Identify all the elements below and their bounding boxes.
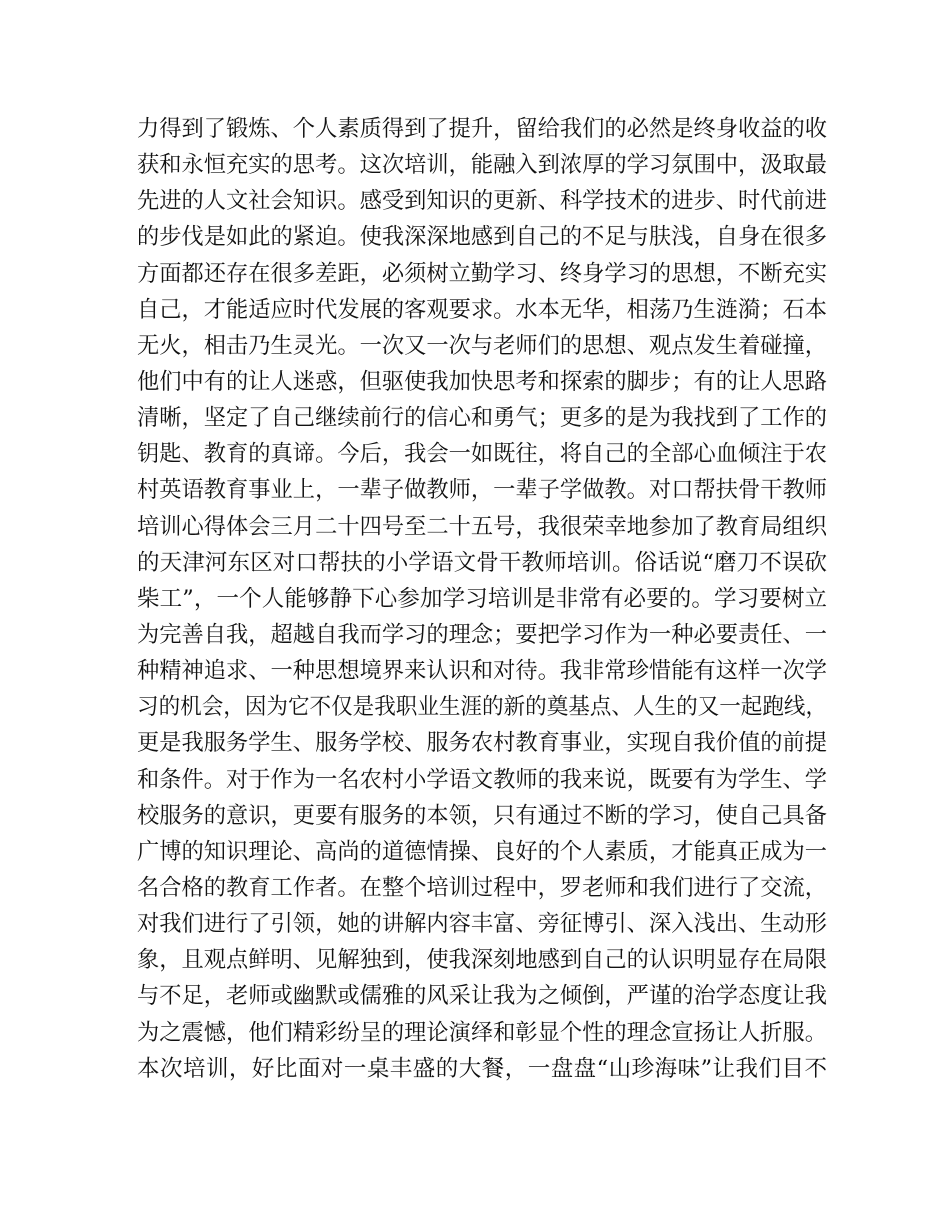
text-line: 获和永恒充实的思考。这次培训，能融入到浓厚的学习氛围中，汲取最 <box>137 152 827 179</box>
text-line: 本次培训，好比面对一桌丰盛的大餐，一盘盘“山珍海味”让我们目不 <box>137 1055 827 1082</box>
text-line: 广博的知识理论、高尚的道德情操、良好的个人素质，才能真正成为一 <box>137 838 827 865</box>
text-line: 方面都还存在很多差距，必须树立勤学习、终身学习的思想，不断充实 <box>137 260 827 287</box>
text-line: 种精神追求、一种思想境界来认识和对待。我非常珍惜能有这样一次学 <box>137 658 827 685</box>
body-text <box>137 111 827 1087</box>
text-line: 名合格的教育工作者。在整个培训过程中，罗老师和我们进行了交流， <box>137 874 827 901</box>
text-line: 力得到了锻炼、个人素质得到了提升，留给我们的必然是终身收益的收 <box>137 116 827 142</box>
text-line: 村英语教育事业上，一辈子做教师，一辈子学做教。对口帮扶骨干教师 <box>137 477 827 504</box>
text-line: 校服务的意识，更要有服务的本领，只有通过不断的学习，使自己具备 <box>137 802 827 829</box>
text-line: 习的机会，因为它不仅是我职业生涯的新的奠基点、人生的又一起跑线， <box>137 694 828 721</box>
text-line: 先进的人文社会知识。感受到知识的更新、科学技术的进步、时代前进 <box>137 188 827 215</box>
text-line: 自己，才能适应时代发展的客观要求。水本无华，相荡乃生涟漪；石本 <box>137 296 827 323</box>
text-line: 与不足，老师或幽默或儒雅的风采让我为之倾倒，严谨的治学态度让我 <box>137 983 827 1010</box>
text-line: 对我们进行了引领，她的讲解内容丰富、旁征博引、深入浅出、生动形 <box>137 911 827 938</box>
text-line: 象，且观点鲜明、见解独到，使我深刻地感到自己的认识明显存在局限 <box>137 947 827 974</box>
text-line: 为之震憾，他们精彩纷呈的理论演绎和彰显个性的理念宣扬让人折服。 <box>137 1019 827 1046</box>
text-line: 和条件。对于作为一名农村小学语文教师的我来说，既要有为学生、学 <box>137 766 827 793</box>
text-line: 的步伐是如此的紧迫。使我深深地感到自己的不足与肤浅，自身在很多 <box>137 224 827 251</box>
text-line: 钥匙、教育的真谛。今后，我会一如既往，将自己的全部心血倾注于农 <box>137 441 827 468</box>
text-line: 清晰，坚定了自己继续前行的信心和勇气；更多的是为我找到了工作的 <box>137 405 827 432</box>
text-line: 他们中有的让人迷惑，但驱使我加快思考和探索的脚步；有的让人思路 <box>137 368 827 395</box>
text-line: 更是我服务学生、服务学校、服务农村教育事业，实现自我价值的前提 <box>137 730 827 757</box>
text-line: 的天津河东区对口帮扶的小学语文骨干教师培训。俗话说“磨刀不误砍 <box>137 549 827 576</box>
text-line: 为完善自我，超越自我而学习的理念；要把学习作为一种必要责任、一 <box>137 621 827 648</box>
text-line: 柴工”，一个人能够静下心参加学习培训是非常有必要的。学习要树立 <box>137 585 827 612</box>
text-line: 培训心得体会三月二十四号至二十五号，我很荣幸地参加了教育局组织 <box>137 513 827 540</box>
text-line: 无火，相击乃生灵光。一次又一次与老师们的思想、观点发生着碰撞， <box>137 332 827 359</box>
